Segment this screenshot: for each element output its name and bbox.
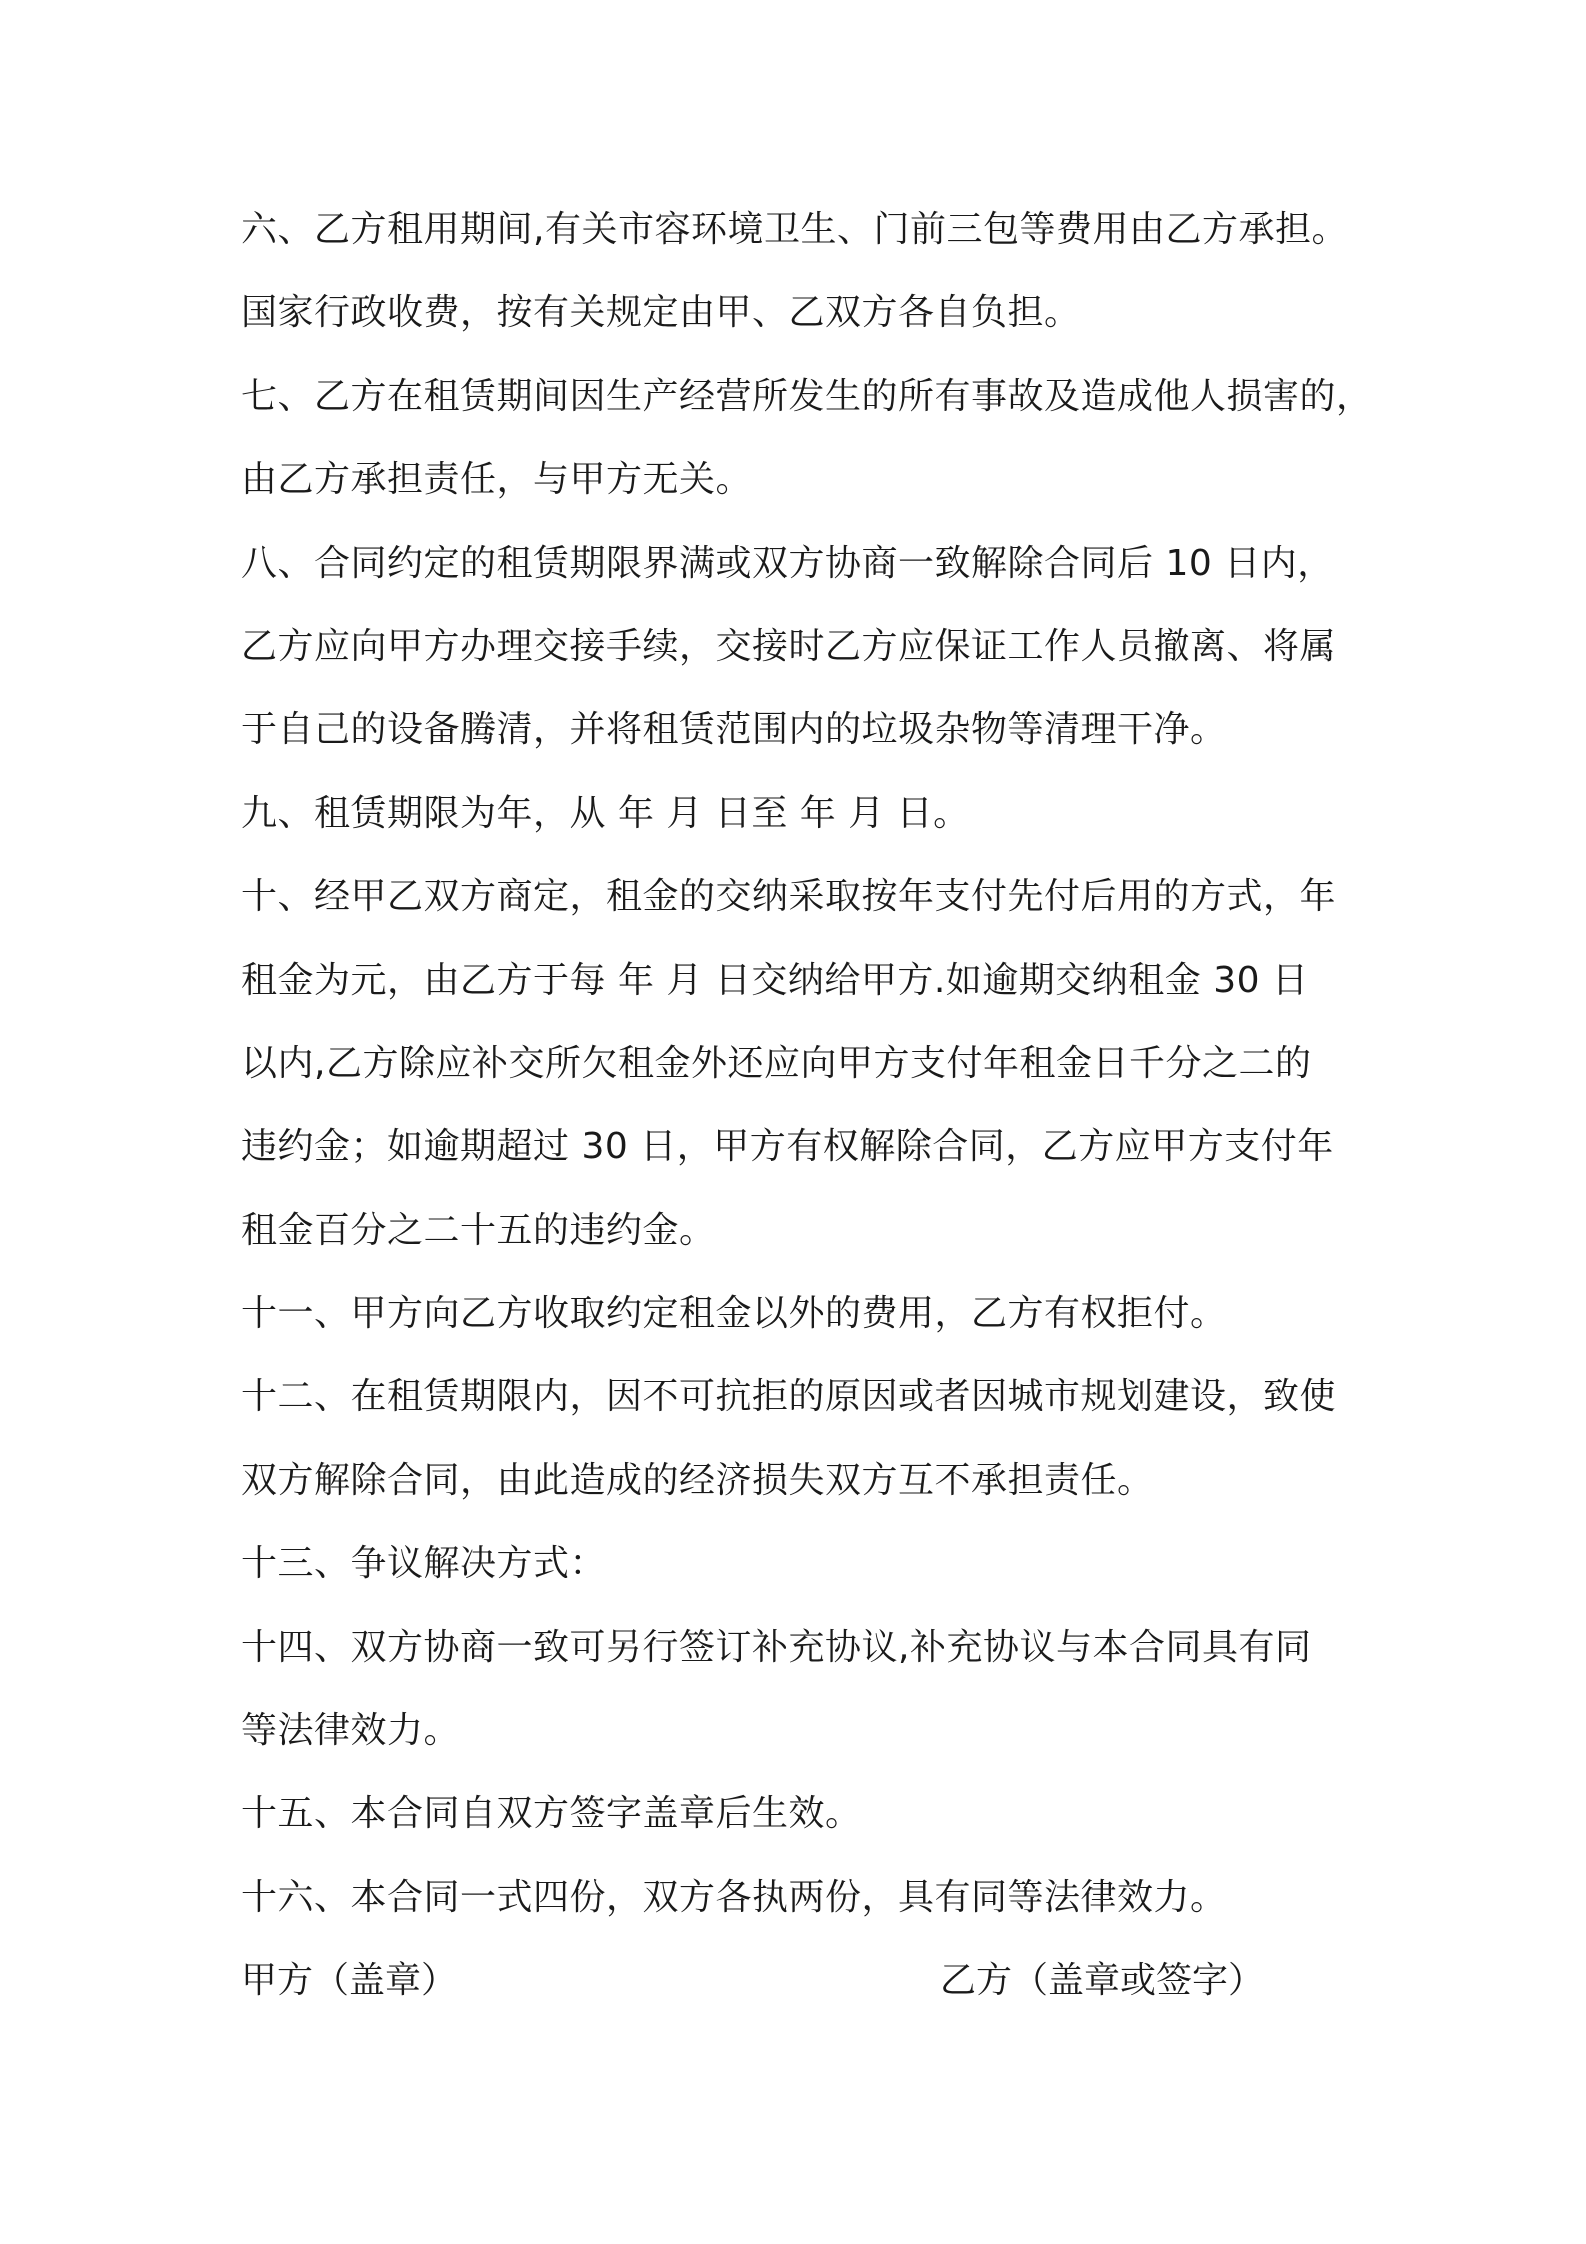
clause-10-line-2: 租金为元，由乙方于每 年 月 日交纳给甲方.如逾期交纳租金 30 日 <box>241 960 1309 1001</box>
clause-10-line-1: 十、经甲乙双方商定，租金的交纳采取按年支付先付后用的方式，年 <box>241 876 1337 917</box>
clause-8-line-3: 于自己的设备腾清，并将租赁范围内的垃圾杂物等清理干净。 <box>241 709 1227 750</box>
party-a-signature-label: 甲方（盖章） <box>241 1960 458 2001</box>
clause-15-line-1: 十五、本合同自双方签字盖章后生效。 <box>241 1793 862 1834</box>
clause-8-line-2: 乙方应向甲方办理交接手续，交接时乙方应保证工作人员撤离、将属 <box>241 626 1337 667</box>
party-b-signature-label: 乙方（盖章或签字） <box>940 1960 1265 2001</box>
clause-8-line-1: 八、合同约定的租赁期限界满或双方协商一致解除合同后 10 日内， <box>241 543 1334 584</box>
clause-14-line-1: 十四、双方协商一致可另行签订补充协议,补充协议与本合同具有同 <box>241 1627 1312 1668</box>
clause-12-line-2: 双方解除合同，由此造成的经济损失双方互不承担责任。 <box>241 1460 1154 1501</box>
clause-14-line-2: 等法律效力。 <box>241 1710 461 1751</box>
clause-12-line-1: 十二、在租赁期限内，因不可抗拒的原因或者因城市规划建设，致使 <box>241 1376 1337 1417</box>
clause-13-line-1: 十三、争议解决方式： <box>241 1543 607 1584</box>
clause-6-line-1: 六、乙方租用期间,有关市容环境卫生、门前三包等费用由乙方承担。 <box>241 209 1348 250</box>
clause-6-line-2: 国家行政收费，按有关规定由甲、乙双方各自负担。 <box>241 292 1081 333</box>
clause-16-line-1: 十六、本合同一式四份，双方各执两份，具有同等法律效力。 <box>241 1877 1227 1918</box>
clause-9-line-1: 九、租赁期限为年，从 年 月 日至 年 月 日。 <box>241 793 970 834</box>
clause-10-line-3: 以内,乙方除应补交所欠租金外还应向甲方支付年租金日千分之二的 <box>241 1043 1312 1084</box>
clause-7-line-2: 由乙方承担责任，与甲方无关。 <box>241 459 753 500</box>
clause-10-line-4: 违约金；如逾期超过 30 日，甲方有权解除合同，乙方应甲方支付年 <box>241 1126 1334 1167</box>
clause-10-line-5: 租金百分之二十五的违约金。 <box>241 1210 716 1251</box>
clause-11-line-1: 十一、甲方向乙方收取约定租金以外的费用，乙方有权拒付。 <box>241 1293 1227 1334</box>
clause-7-line-1: 七、乙方在租赁期间因生产经营所发生的所有事故及造成他人损害的， <box>241 376 1373 417</box>
